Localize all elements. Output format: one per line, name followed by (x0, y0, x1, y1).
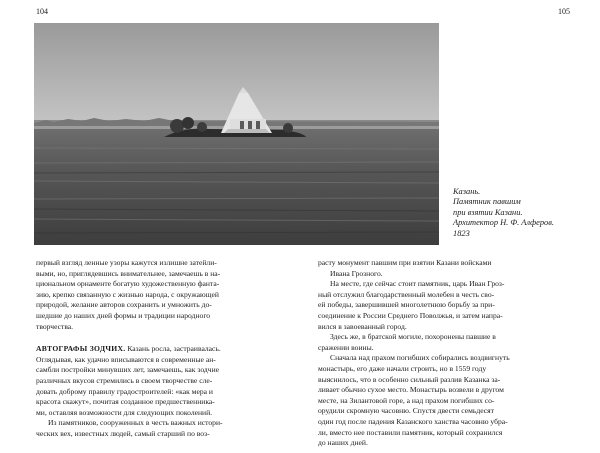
text-line: циональном орнаменте богатую художественную фанта- (36, 279, 220, 289)
text-line: красота скажут», почитая созданное предшественника- (36, 397, 215, 407)
caption-line: при взятии Казани. (453, 207, 523, 217)
text-line: ми, оставляя возможности для следующих поколений. (36, 407, 213, 417)
text-line: ливает обычно сухое место. Монастырь возвели в другом (318, 385, 504, 395)
monument-photo (34, 23, 439, 245)
text-line: природой, желание авторов сохранить и умножить до- (36, 300, 212, 310)
caption-line: Казань. (453, 187, 481, 196)
text-line: различных вкусов стремились в своем творчестве сле- (36, 375, 213, 385)
text-line: самбли постройки минувших лет, замечаешь, как зодчие (36, 365, 220, 375)
right-column (318, 258, 576, 449)
text-line: ли, вместо нее поставили памятник, который сохранился (318, 427, 503, 437)
text-line: шедшие до наших дней формы и традиции народного (36, 310, 211, 320)
text-line: выми, но, приглядевшись внимательнее, замечаешь в на- (36, 268, 221, 278)
page-number-right: 105 (558, 7, 570, 16)
text-line: первый взгляд ленные узоры кажутся излишне затейли- (36, 258, 217, 267)
text-line: ческих вех, известных людей, самый старший по воз- (36, 428, 210, 438)
left-column (36, 258, 296, 440)
photo-monument-lake-icon (34, 23, 439, 245)
paragraph (318, 258, 576, 279)
text-line: ный отслужил благодарственный молебен в честь сво- (318, 289, 495, 299)
paragraph (36, 418, 296, 439)
text-line: монастырь, его даже начали строить, но в 1559 году (318, 363, 487, 373)
caption-line: Архитектор Н. Ф. Алферов. (453, 218, 554, 228)
text-fragment: Казань росла, застраивалась. (125, 344, 221, 354)
paragraph (318, 279, 576, 332)
text-line: зию, крепко связанную с жизнью народа, с окружающей (36, 289, 219, 299)
text-line (36, 344, 296, 355)
text-line: сражении воины. (318, 342, 374, 352)
paragraph (36, 344, 296, 418)
text-line: творчества. (36, 321, 74, 331)
text-line: расту монумент павшим при взятии Казани войсками (318, 258, 492, 267)
text-line: Здесь же, в братской могиле, похоронены павшие в (330, 332, 496, 342)
text-line: ей победы, завершившей многолетнюю борьбу за при- (318, 300, 495, 310)
paragraph (36, 258, 296, 332)
paragraph (318, 353, 576, 448)
text-line: соединение к России Среднего Поволжья, и затем напра- (318, 310, 503, 320)
text-line: один год после падения Казанского ханства часовню убра- (318, 416, 508, 426)
paragraph (318, 332, 576, 353)
text-line: На месте, где сейчас стоит памятник, царь Иван Гроз- (330, 279, 505, 289)
text-line: Ивана Грозного. (330, 268, 383, 278)
text-line: орудили скромную часовню. Спустя двести семьдесят (318, 406, 494, 416)
photo-caption (453, 187, 600, 239)
text-line: вился в завоеванный город. (318, 321, 407, 331)
caption-line: Памятник павшим (453, 197, 521, 207)
text-line: Оглядывая, как удачно вписываются в современные ан- (36, 354, 216, 364)
text-line: месте, на Зилантовой горе, а над прахом погибших со- (318, 395, 495, 405)
text-line: до наших дней. (318, 438, 368, 448)
caption-line: 1823 (453, 228, 470, 238)
text-line: довать доброму правилу градостроителей: «как мера и (36, 386, 213, 396)
section-heading: АВТОГРАФЫ ЗОДЧИХ. (36, 344, 126, 354)
text-line: Из памятников, сооруженных в честь важных истори- (48, 418, 223, 428)
text-line: выяснилось, что в особенно сильный разлив Казанка за- (318, 374, 501, 384)
text-line: Сначала над прахом погибших собирались воздвигнуть (330, 353, 510, 363)
page-number-left: 104 (36, 7, 48, 16)
